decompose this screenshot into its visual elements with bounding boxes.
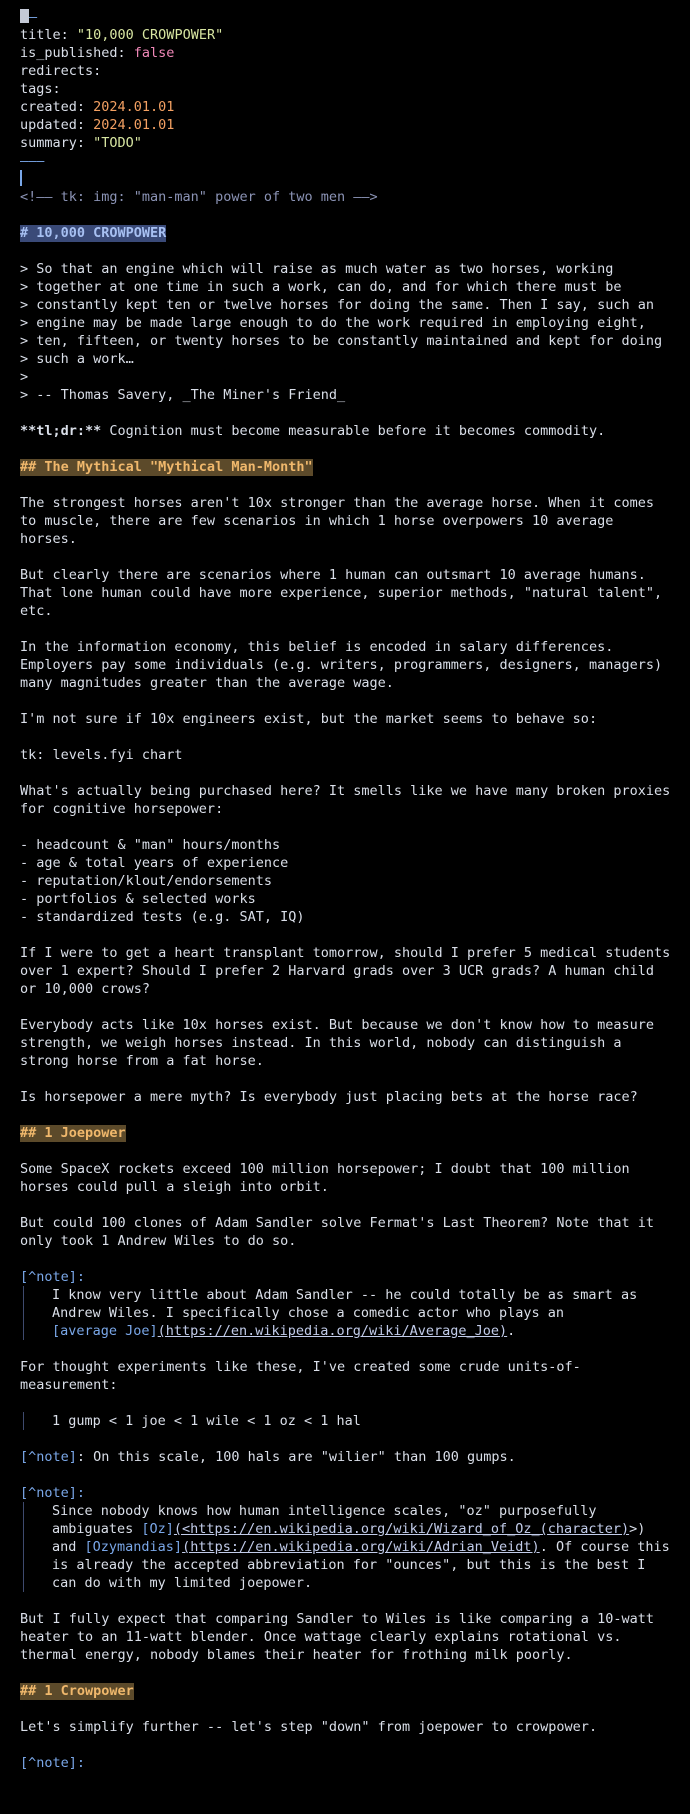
frontmatter-published <box>20 44 685 62</box>
paragraph-line: many magnitudes greater than the average wage. <box>20 675 394 691</box>
paragraph-line: etc. <box>20 603 53 619</box>
blank-line <box>20 548 685 566</box>
list-item: - age & total years of experience <box>20 855 289 871</box>
link-url-average-joe[interactable]: (https://en.wikipedia.org/wiki/Average_Joe) <box>157 1323 508 1339</box>
frontmatter-tags <box>20 80 685 98</box>
paragraph-line: What's actually being purchased here? It smells like we have many broken proxies <box>20 783 671 799</box>
paragraph-line: horses. <box>20 531 77 547</box>
footnote-line: I know very little about Adam Sandler -- he could totally be as smart as <box>52 1287 638 1303</box>
link-url-ozymandias[interactable]: (https://en.wikipedia.org/wiki/Adrian_Veidt) <box>182 1539 540 1555</box>
footnote-line: Since nobody knows how human intelligence scales, "oz" purposefully <box>52 1503 597 1519</box>
h2-text: ## 1 Joepower <box>20 1125 126 1141</box>
list-item: - standardized tests (e.g. SAT, IQ) <box>20 909 305 925</box>
blank-line <box>20 1664 685 1682</box>
key-updated: updated: <box>20 117 94 133</box>
paragraph-line: I'm not sure if 10x engineers exist, but the market seems to behave so: <box>20 711 598 727</box>
tldr-label: **tl;dr:** <box>20 423 102 439</box>
text-cursor <box>20 9 29 23</box>
text: >) <box>629 1521 646 1537</box>
blank-line <box>20 476 685 494</box>
paragraph-line: In the information economy, this belief is encoded in salary differences. <box>20 639 614 655</box>
footnote-line: Andrew Wiles. I specifically chose a comedic actor who plays an <box>52 1305 565 1321</box>
link-url-oz[interactable]: (<https://en.wikipedia.org/wiki/Wizard_of_Oz_(character) <box>173 1521 630 1537</box>
blank-line <box>20 242 685 260</box>
footnote-line: is already the accepted abbreviation for "ounces", but this is the best I <box>52 1557 646 1573</box>
blank-line <box>20 1736 685 1754</box>
blank-line <box>20 206 685 224</box>
footnote-label <box>20 1484 685 1502</box>
blank-line <box>20 1196 685 1214</box>
value-summary: "TODO" <box>93 135 142 151</box>
paragraph-line: But clearly there are scenarios where 1 human can outsmart 10 average humans. <box>20 567 646 583</box>
quote-line: > <box>20 369 29 385</box>
blank-line <box>20 1592 685 1610</box>
blank-line <box>20 1394 685 1412</box>
paragraph-line: Let's simplify further -- let's step "down" from joepower to crowpower. <box>20 1719 598 1735</box>
paragraph-line: For thought experiments like these, I've created some crude units-of- <box>20 1359 581 1375</box>
footnote-block <box>20 1286 685 1340</box>
blank-line <box>20 1466 685 1484</box>
frontmatter-fence: ——— <box>20 153 45 169</box>
heading-2-myth <box>20 458 685 476</box>
paragraph-line: over 1 expert? Should I prefer 2 Harvard grads over 3 UCR grads? A human child <box>20 963 654 979</box>
heading-2-joepower <box>20 1124 685 1142</box>
text: ambiguates <box>52 1521 142 1537</box>
list-item: - portfolios & selected works <box>20 891 256 907</box>
list-item: - headcount & "man" hours/months <box>20 837 281 853</box>
quote-line: > constantly kept ten or twelve horses for doing the same. Then I say, such an <box>20 297 654 313</box>
quote-line: > engine may be made large enough to do the work required in employing eight, <box>20 315 646 331</box>
blank-line <box>20 1142 685 1160</box>
paragraph-line: for cognitive horsepower: <box>20 801 224 817</box>
footnote-line <box>20 1322 685 1340</box>
footnote-text: : On this scale, 100 hals are "wilier" than 100 gumps. <box>76 1449 516 1465</box>
frontmatter-created <box>20 98 685 116</box>
footnote-line <box>20 1520 685 1538</box>
blank-line <box>20 818 685 836</box>
blank-line <box>20 998 685 1016</box>
paragraph-line: to muscle, there are few scenarios in which 1 horse overpowers 10 average <box>20 513 614 529</box>
heading-2-crowpower <box>20 1682 685 1700</box>
paragraph-line: strong horse from a fat horse. <box>20 1053 264 1069</box>
footnote-line <box>20 1538 685 1556</box>
footnote-block <box>20 1502 685 1592</box>
quote-line: > ten, fifteen, or twenty horses to be constantly maintained and kept for doing <box>20 333 663 349</box>
value-created: 2024.01.01 <box>93 99 175 115</box>
paragraph-line: heater to an 11-watt blender. Once wattage clearly explains rotational vs. <box>20 1629 622 1645</box>
footnote-line: can do with my limited joepower. <box>52 1575 313 1591</box>
paragraph-line: tk: levels.fyi chart <box>20 747 183 763</box>
frontmatter-open <box>20 8 685 26</box>
quote-line: > together at one time in such a work, can do, and for which there must be <box>20 279 622 295</box>
link-text-oz[interactable]: [Oz] <box>141 1521 174 1537</box>
key-summary: summary: <box>20 135 94 151</box>
text: and <box>52 1539 85 1555</box>
blank-line <box>20 1700 685 1718</box>
paragraph-line: If I were to get a heart transplant tomorrow, should I prefer 5 medical students <box>20 945 671 961</box>
value-updated: 2024.01.01 <box>93 117 175 133</box>
paragraph-line: The strongest horses aren't 10x stronger than the average horse. When it comes <box>20 495 654 511</box>
paragraph-line: Is horsepower a mere myth? Is everybody just placing bets at the horse race? <box>20 1089 638 1105</box>
link-text-average-joe[interactable]: [average Joe] <box>52 1323 158 1339</box>
footnote-label <box>20 1268 685 1286</box>
key-created: created: <box>20 99 94 115</box>
list-item: - reputation/klout/endorsements <box>20 873 272 889</box>
paragraph-line: strength, we weigh horses instead. In this world, nobody can distinguish a <box>20 1035 622 1051</box>
quote-line: > So that an engine which will raise as much water as two horses, working <box>20 261 614 277</box>
value-published: false <box>133 45 175 61</box>
h2-text: ## The Mythical "Mythical Man-Month" <box>20 459 313 475</box>
blank-line <box>20 1340 685 1358</box>
paragraph-line: measurement: <box>20 1377 118 1393</box>
footnote-ref[interactable]: [^note]: <box>20 1485 86 1501</box>
comment-text: <!—— tk: img: "man-man" power of two men ——> <box>20 189 378 205</box>
paragraph-line: only took 1 Andrew Wiles to do so. <box>20 1233 297 1249</box>
footnote-label <box>20 1754 685 1772</box>
paragraph-line: But I fully expect that comparing Sandler to Wiles is like comparing a 10-watt <box>20 1611 654 1627</box>
key-redirects: redirects: <box>20 63 102 79</box>
footnote-inline <box>20 1448 685 1466</box>
quote-line: > such a work… <box>20 351 134 367</box>
frontmatter-redirects <box>20 62 685 80</box>
html-comment <box>20 188 685 206</box>
markdown-editor[interactable] <box>20 8 685 1772</box>
text: . Of course this <box>539 1539 670 1555</box>
insert-bar-line <box>20 170 685 188</box>
blank-line <box>20 404 685 422</box>
blank-line <box>20 1106 685 1124</box>
blank-line <box>20 440 685 458</box>
paragraph-line: thermal energy, nobody blames their heater for frothing milk poorly. <box>20 1647 573 1663</box>
blank-line <box>20 1250 685 1268</box>
blank-line <box>20 692 685 710</box>
key-published: is_published: <box>20 45 134 61</box>
frontmatter-summary <box>20 134 685 152</box>
paragraph-line: But could 100 clones of Adam Sandler solve Fermat's Last Theorem? Note that it <box>20 1215 654 1231</box>
paragraph-line: horses could pull a sleigh into orbit. <box>20 1179 329 1195</box>
value-title: "10,000 CROWPOWER" <box>76 27 224 43</box>
paragraph-line: Some SpaceX rockets exceed 100 million horsepower; I doubt that 100 million <box>20 1161 630 1177</box>
paragraph-line: That lone human could have more experience, superior methods, "natural talent", <box>20 585 663 601</box>
tldr-text: Cognition must become measurable before it becomes commodity. <box>101 423 606 439</box>
key-tags: tags: <box>20 81 61 97</box>
footnote-ref[interactable]: [^note]: <box>20 1269 86 1285</box>
footnote-ref[interactable]: [^note] <box>20 1449 77 1465</box>
link-text-ozymandias[interactable]: [Ozymandias] <box>84 1539 183 1555</box>
paragraph-line: Employers pay some individuals (e.g. writers, programmers, designers, managers) <box>20 657 663 673</box>
frontmatter-updated <box>20 116 685 134</box>
blank-line <box>20 1070 685 1088</box>
footnote-ref[interactable]: [^note]: <box>20 1755 86 1771</box>
quote-line: > -- Thomas Savery, _The Miner's Friend_ <box>20 387 346 403</box>
heading-1 <box>20 224 685 242</box>
h1-text: # 10,000 CROWPOWER <box>20 225 167 241</box>
blank-line <box>20 620 685 638</box>
paragraph-line: or 10,000 crows? <box>20 981 151 997</box>
frontmatter-title <box>20 26 685 44</box>
blank-line <box>20 764 685 782</box>
tldr-line <box>20 422 685 440</box>
blank-line <box>20 1430 685 1448</box>
blank-line <box>20 728 685 746</box>
scale-line: 1 gump < 1 joe < 1 wile < 1 oz < 1 hal <box>52 1413 361 1429</box>
frontmatter-close <box>20 152 685 170</box>
h2-text: ## 1 Crowpower <box>20 1683 134 1699</box>
frontmatter-fence: — <box>29 9 38 25</box>
insert-cursor-bar <box>20 170 22 186</box>
punctuation: . <box>507 1323 516 1339</box>
scale-block <box>20 1412 685 1430</box>
blank-line <box>20 926 685 944</box>
key-title: title: <box>20 27 77 43</box>
paragraph-line: Everybody acts like 10x horses exist. But because we don't know how to measure <box>20 1017 654 1033</box>
